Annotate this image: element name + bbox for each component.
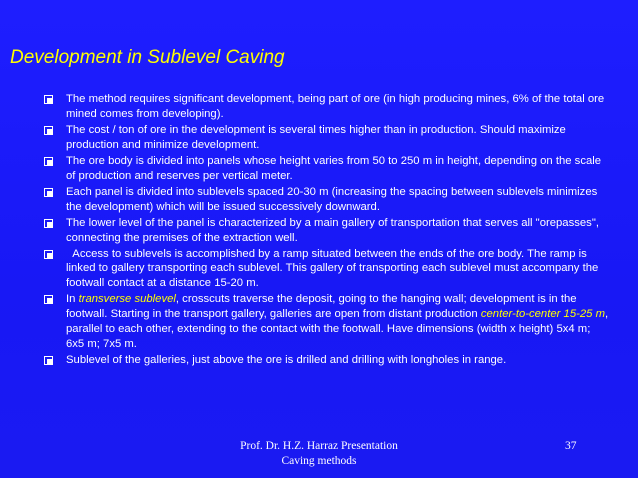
list-item <box>42 123 610 153</box>
list-item <box>42 247 610 292</box>
list-item <box>42 185 610 215</box>
list-item <box>42 154 610 184</box>
bullet-list <box>42 92 610 369</box>
footer-presenter: Prof. Dr. H.Z. Harraz Presentation <box>240 440 398 452</box>
center-to-center-term: center-to-center 15-25 m <box>480 308 605 321</box>
square-box-icon <box>44 126 53 135</box>
footer-topic: Caving methods <box>281 455 357 467</box>
square-box-icon <box>44 295 53 304</box>
bullet-text-pre: In <box>66 293 79 306</box>
bullet-text: Access to sublevels is accomplished by a ramp situated between the ends of the ore body. The ramp is linked to gallery transporting each sublevel. This gallery of transporting each sublevel must accompany the footwall contact at a distance 15-20 m. <box>66 247 602 290</box>
square-box-icon <box>44 188 53 197</box>
bullet-text-mid: , crosscuts traverse the deposit, going to the hanging wall; development is in the footwall. Starting in the transport gallery, galleries are open from distant production <box>66 293 577 321</box>
square-box-icon <box>44 250 53 259</box>
bullet-text: Each panel is divided into sublevels spaced 20-30 m (increasing the spacing between sublevels minimizes the development) which will be issued successively downward. <box>66 185 598 213</box>
slide-footer <box>224 439 414 469</box>
bullet-text-post: , parallel to each other, extending to the contact with the footwall. Have dimensions (width x height) 5x4 m; 6x5 m; 7x5 m. <box>66 308 609 351</box>
slide-title: Development in Sublevel Caving <box>10 47 285 68</box>
square-box-icon <box>44 95 53 104</box>
bullet-text: The cost / ton of ore in the development is several times higher than in production. Should maximize production and minimize development. <box>66 123 566 151</box>
square-box-icon <box>44 356 53 365</box>
bullet-text: The ore body is divided into panels whose height varies from 50 to 250 m in height, depending on the scale of production and reserves per vertical meter. <box>66 154 602 182</box>
bullet-text: Sublevel of the galleries, just above the ore is drilled and drilling with longholes in range. <box>66 354 507 367</box>
bullet-text: The lower level of the panel is characterized by a main gallery of transportation that serves all "orepasses", connecting the premises of the extraction well. <box>66 216 599 244</box>
bullet-text: The method requires significant development, being part of ore (in high producing mines, 6% of the total ore mined comes from developing). <box>66 93 605 120</box>
list-item <box>42 292 610 352</box>
list-item <box>42 92 610 122</box>
square-box-icon <box>44 219 53 228</box>
list-item <box>42 353 610 368</box>
list-item <box>42 216 610 246</box>
transverse-sublevel-term: transverse sublevel <box>78 293 176 306</box>
square-box-icon <box>44 157 53 166</box>
page-number: 37 <box>565 440 577 452</box>
